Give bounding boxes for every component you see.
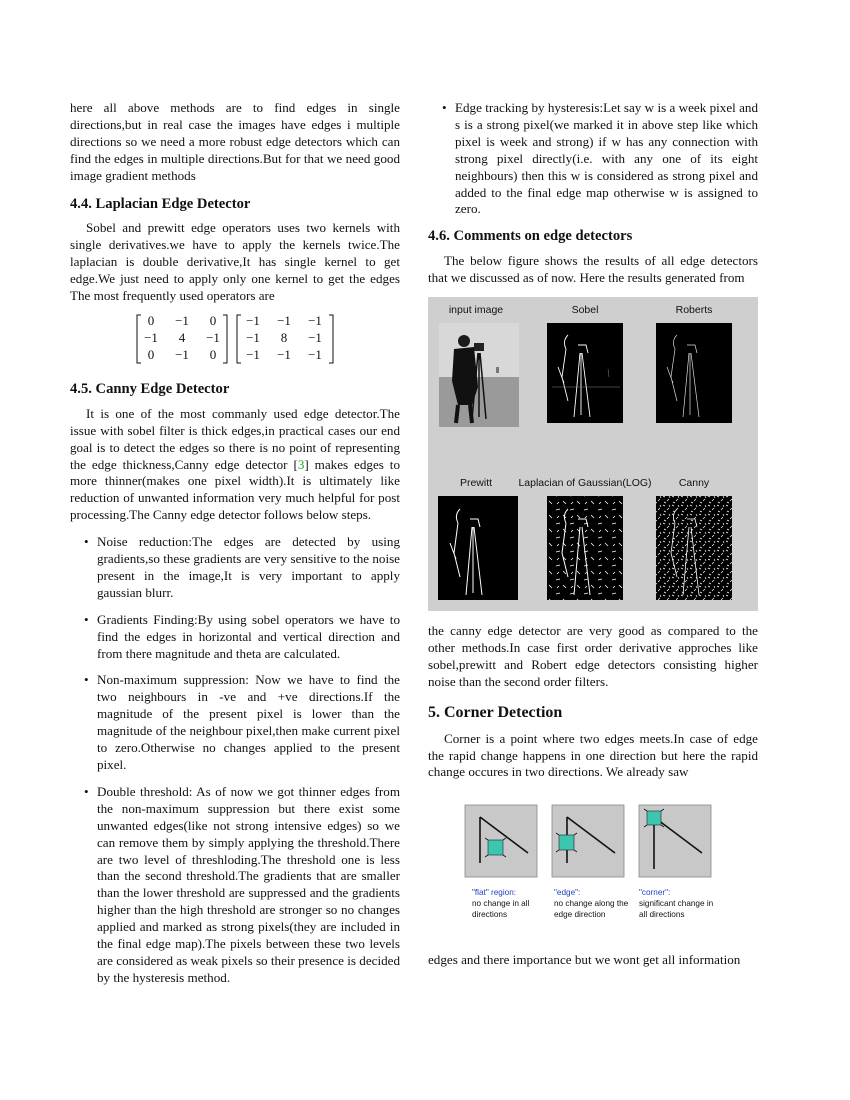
citation-link[interactable]: 3 (297, 456, 305, 472)
corner-caption-line3: all directions (639, 910, 685, 920)
comments-paragraph: The below figure shows the results of all edge detectors that we discussed as of now. Here the results generated from (428, 253, 758, 286)
after-figure-paragraph: the canny edge detector are very good as compared to the other methods.In case first order derivative approches like sobel,prewitt and Robert edge detectors consisting higher noise than the second order filters. (428, 623, 758, 689)
matrices-svg (135, 313, 335, 365)
hysteresis-list (428, 100, 758, 218)
matrix-cell: −1 (277, 346, 291, 362)
list-item: • Edge tracking by hysteresis:Let say w is a week pixel and s is a strong pixel(we marked it in above step like which pixel is week and strong) if w has any connection with strong pixel directly(i.e. with any one of its eight neighbours) then this w is considered as strong pixel and added to the final edge map otherwise w is assigned to zero. (428, 100, 758, 218)
intro-paragraph: here all above methods are to find edges in single directions,but in real case the images have edges i multiple directions so we need a more robust edge detectors which can find the edges in multiple directions.But for that we need good image gradient methods (70, 100, 400, 183)
matrix-cell: −1 (308, 312, 322, 328)
matrix-cell: −1 (246, 312, 260, 328)
matrix-cell: 0 (209, 312, 217, 328)
corner-paragraph: Corner is a point where two edges meets.In case of edge the rapid change happens in one direction but here the rapid change occures in two directions. We already saw (428, 730, 758, 780)
matrix-cell: −1 (308, 329, 322, 345)
label-log: Laplacian of Gaussian(LOG) (518, 477, 652, 490)
list-item: • Gradients Finding:By using sobel operators we have to find the edges in horizontal and vertical direction and from there magnitude and theta are calculated. (70, 612, 400, 663)
right-column (428, 100, 758, 969)
list-item: • Noise reduction:The edges are detected by using gradients,so these gradients are very sensitive to the noise present in the image,It is very important to apply gaussian blurr. (70, 534, 400, 602)
bracket-a-right (223, 315, 227, 363)
matrix-cell: 0 (209, 346, 217, 362)
flat-caption-title: "flat" region: (472, 888, 517, 898)
roberts-result (656, 323, 732, 423)
label-roberts: Roberts (675, 304, 713, 317)
corner-caption-line2: significant change in (639, 899, 714, 909)
matrix-cell: −1 (206, 329, 220, 345)
edge-caption-title: "edge": (554, 888, 581, 898)
matrix-cell: −1 (175, 346, 189, 362)
label-sobel: Sobel (571, 304, 599, 317)
edge-figure-svg (428, 297, 758, 611)
matrix-cell: 8 (280, 329, 288, 345)
closing-paragraph: edges and there importance but we wont get all information (428, 952, 741, 968)
canny-steps-list (70, 534, 400, 987)
matrix-b-cells (246, 313, 322, 362)
matrix-cell: 0 (147, 346, 155, 362)
bracket-b-left (237, 315, 241, 363)
matrix-cell: −1 (246, 329, 260, 345)
edge-detector-figure (428, 297, 758, 611)
input-image (439, 323, 519, 427)
laplacian-matrices (70, 313, 400, 370)
sobel-result (547, 323, 623, 423)
laplacian-heading: 4.4. Laplacian Edge Detector (70, 195, 251, 212)
matrix-cell: −1 (277, 312, 291, 328)
matrix-cell: 0 (147, 312, 155, 328)
laplacian-paragraph: Sobel and prewitt edge operators uses two kernels with single derivatives.we have to apply the kernels twice.The laplacian is double derivative,It has single kernel to get edge.We just need to apply only one kernel to get the edges The most frequently used operators are (70, 220, 400, 304)
canny-result (656, 496, 732, 600)
matrix-cell: −1 (144, 329, 158, 345)
matrix-cell: −1 (308, 346, 322, 362)
corner-figure (428, 803, 758, 938)
flat-caption-line2: no change in all (472, 899, 530, 909)
corner-caption-title: "corner": (639, 888, 671, 898)
prewitt-result (438, 496, 518, 600)
edge-panel (552, 805, 624, 877)
list-item: • Non-maximum suppression: Now we have to find the two neighbours in -ve and +ve directions.If the magnitude of the present pixel is lower than the magnitude of the neighbour pixel,then make current pixel to zero.Otherwise no changes applied to the present pixel. (70, 672, 400, 773)
label-prewitt: Prewitt (459, 477, 493, 490)
edge-caption-line3: edge direction (554, 910, 606, 920)
matrix-cell: 4 (178, 329, 186, 345)
flat-region-panel (465, 805, 537, 877)
matrix-cell: −1 (246, 346, 260, 362)
list-item: • Double threshold: As of now we got thinner edges from the non-maximum suppression but there exist some unwanted edges(like not strong intensive edges) so we can remove them by simply applying the threshold.There are two level of threshloding.The threshold one is less than the second threshold.The gradients that are smaller than the lower threshold are suppressed and the gradients higher than the high threshold are stronger so no changes applied and marked as strong pixels(they are included in the final edge map).The pixels between these two levels are considered as weak pixels so their presence is decided by the hysteresis method. (70, 784, 400, 987)
log-result (547, 496, 623, 600)
canny-heading: 4.5. Canny Edge Detector (70, 380, 230, 397)
canny-text-part2: ] makes edges to more thinner(makes one pixel width).It is ultimately like reduction of unwanted information very much helpful for post processing.The Canny edge detector follows below steps. (70, 456, 400, 523)
canny-text-part1: It is one of the most commanly used edge detector.The issue with sobel filter is thick edges,in practical cases our end goal is to detect the edges so there is no point of representing the edge thickness,Canny edge detector [ (70, 405, 400, 472)
canny-paragraph (70, 406, 400, 524)
matrix-cell: −1 (175, 312, 189, 328)
label-canny: Canny (678, 477, 710, 490)
comments-heading: 4.6. Comments on edge detectors (428, 228, 633, 245)
label-input-image: input image (448, 304, 504, 317)
matrix-a-cells (144, 313, 220, 362)
corner-figure-svg (428, 803, 758, 938)
corner-panel (639, 805, 711, 877)
bracket-b-right (329, 315, 333, 363)
flat-caption-line3: directions (472, 910, 508, 920)
edge-caption-line2: no change along the (554, 899, 629, 909)
bracket-a-left (137, 315, 141, 363)
left-column (70, 100, 400, 997)
corner-heading: 5. Corner Detection (428, 703, 563, 721)
